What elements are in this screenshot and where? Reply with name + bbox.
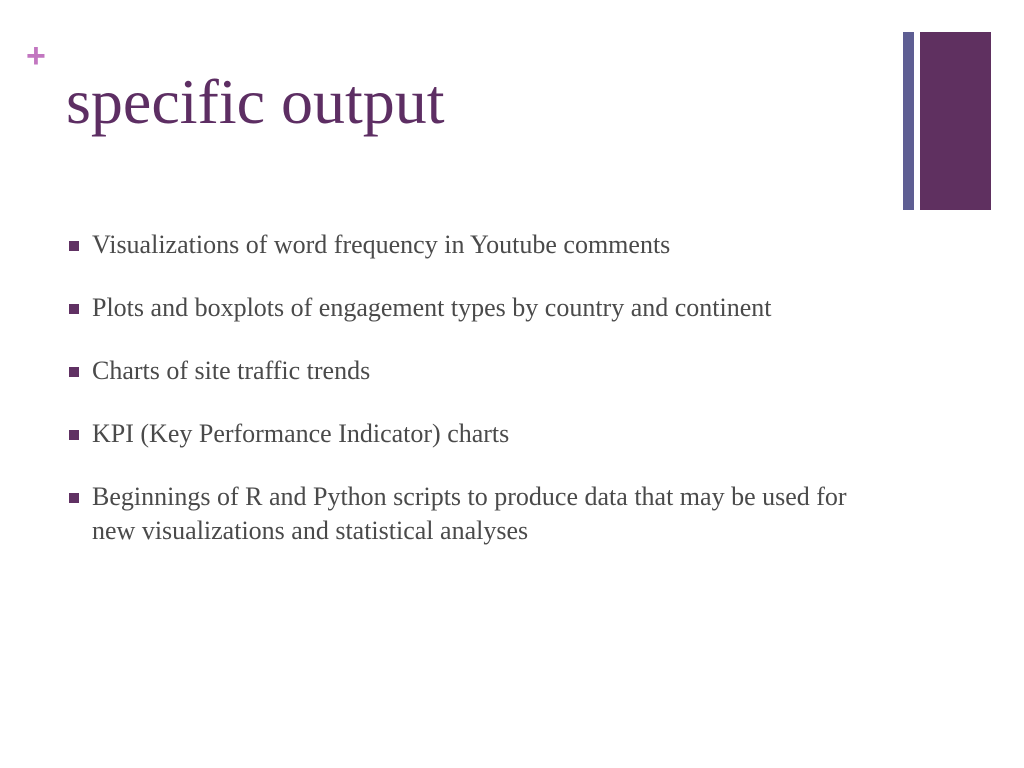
bullet-text: KPI (Key Performance Indicator) charts bbox=[92, 419, 510, 448]
square-bullet-icon bbox=[69, 241, 79, 251]
bullet-item-word-frequency bbox=[66, 228, 866, 262]
plus-icon: + bbox=[26, 37, 46, 75]
bullet-item-engagement-plots bbox=[66, 291, 866, 325]
bullet-item-kpi-charts bbox=[66, 417, 866, 451]
accent-bar-thick bbox=[920, 32, 991, 210]
square-bullet-icon bbox=[69, 430, 79, 440]
bullet-text: Charts of site traffic trends bbox=[92, 356, 371, 385]
square-bullet-icon bbox=[69, 367, 79, 377]
square-bullet-icon bbox=[69, 493, 79, 503]
bullet-text: Visualizations of word frequency in Youtube comments bbox=[92, 230, 671, 259]
bullet-text: Plots and boxplots of engagement types by country and continent bbox=[92, 293, 772, 322]
square-bullet-icon bbox=[69, 304, 79, 314]
bullet-item-scripts bbox=[66, 480, 866, 548]
bullet-text: Beginnings of R and Python scripts to produce data that may be used for new visualizations and statistical analyses bbox=[92, 482, 847, 545]
bullet-list bbox=[66, 228, 866, 577]
bullet-item-traffic-trends bbox=[66, 354, 866, 388]
accent-bar-thin bbox=[903, 32, 914, 210]
slide-title: specific output bbox=[66, 66, 445, 137]
